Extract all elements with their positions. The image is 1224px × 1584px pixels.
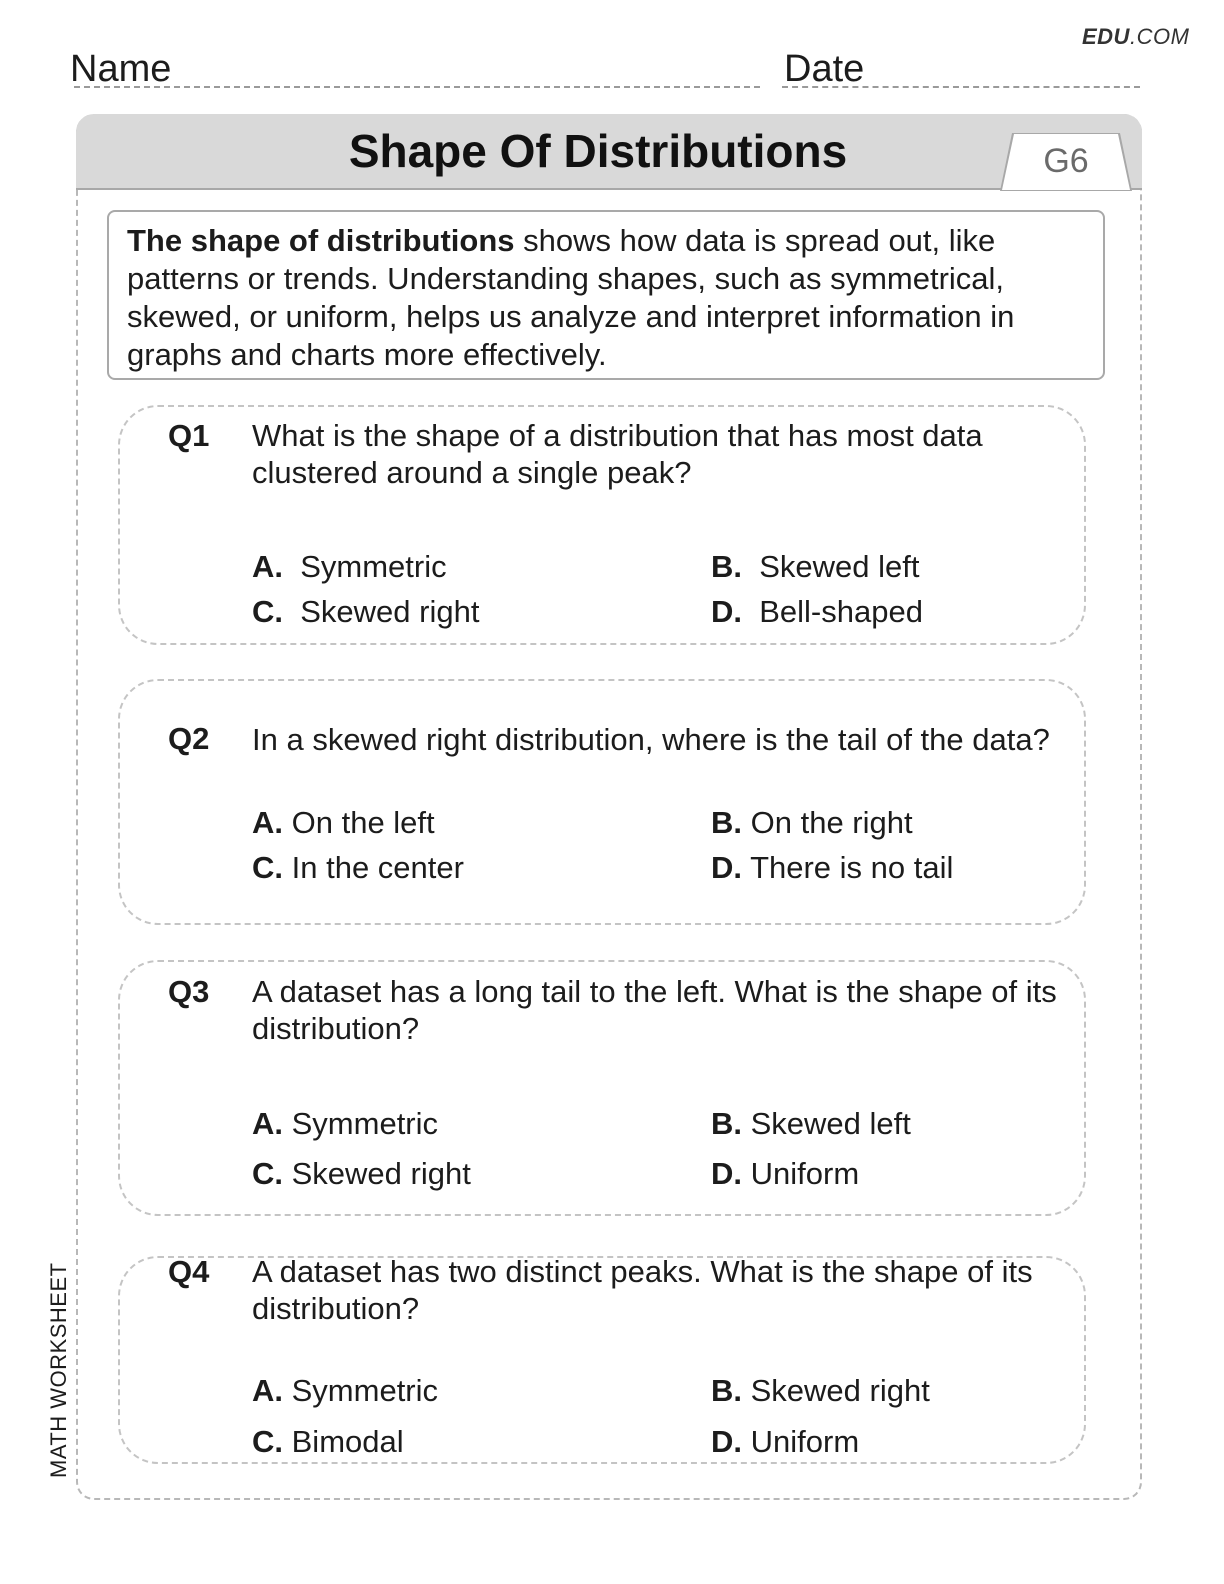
option-letter: C.	[252, 594, 283, 629]
option-d[interactable]	[711, 594, 923, 630]
option-letter: C.	[252, 1156, 283, 1191]
option-text: Uniform	[750, 1424, 860, 1459]
grade-label: G6	[1043, 142, 1089, 180]
question-text: A dataset has two distinct peaks. What is the shape of its distribution?	[252, 1254, 1033, 1326]
name-label: Name	[70, 48, 172, 90]
name-date-row	[70, 44, 1140, 90]
option-text: In the center	[291, 850, 464, 885]
option-text: Skewed right	[300, 594, 480, 629]
option-letter: D.	[711, 1424, 742, 1459]
question-number: Q4	[168, 1254, 210, 1289]
option-letter: B.	[711, 1373, 742, 1408]
option-a[interactable]	[252, 1106, 438, 1142]
option-b[interactable]	[711, 805, 913, 841]
option-text: Uniform	[750, 1156, 860, 1191]
option-letter: B.	[711, 805, 742, 840]
name-field[interactable]	[74, 86, 760, 88]
option-letter: D.	[711, 594, 742, 629]
date-label: Date	[784, 48, 865, 90]
option-b[interactable]	[711, 1106, 911, 1142]
question-text: A dataset has a long tail to the left. What is the shape of its distribution?	[252, 974, 1057, 1046]
option-letter: B.	[711, 549, 742, 584]
option-letter: A.	[252, 1106, 283, 1141]
option-text: On the right	[750, 805, 913, 840]
option-c[interactable]	[252, 594, 479, 630]
option-letter: B.	[711, 1106, 742, 1141]
option-text: Bell-shaped	[759, 594, 923, 629]
question-box-2	[118, 679, 1086, 925]
brand-logo-bold: EDU	[1082, 24, 1130, 49]
option-c[interactable]	[252, 1424, 404, 1460]
option-letter: C.	[252, 850, 283, 885]
option-a[interactable]	[252, 805, 435, 841]
question-text: What is the shape of a distribution that has most data clustered around a single peak?	[252, 418, 983, 490]
option-c[interactable]	[252, 1156, 471, 1192]
option-text: Skewed left	[759, 549, 920, 584]
option-text: Symmetric	[291, 1106, 439, 1141]
option-a[interactable]	[252, 549, 447, 585]
option-text: Bimodal	[291, 1424, 404, 1459]
question-number: Q2	[168, 721, 210, 756]
option-letter: C.	[252, 1424, 283, 1459]
option-letter: A.	[252, 805, 283, 840]
option-letter: A.	[252, 1373, 283, 1408]
option-d[interactable]	[711, 850, 953, 886]
option-text: On the left	[291, 805, 435, 840]
option-text: Symmetric	[300, 549, 447, 584]
option-letter: A.	[252, 549, 283, 584]
page-title: Shape Of Distributions	[348, 125, 848, 177]
side-label: MATH WORKSHEET	[46, 1262, 71, 1478]
brand-logo-suffix: .COM	[1129, 24, 1190, 49]
option-text: Symmetric	[291, 1373, 439, 1408]
option-b[interactable]	[711, 549, 920, 585]
intro-box	[107, 210, 1105, 380]
option-b[interactable]	[711, 1373, 930, 1409]
option-text: Skewed right	[291, 1156, 471, 1191]
option-c[interactable]	[252, 850, 464, 886]
option-d[interactable]	[711, 1424, 859, 1460]
question-number: Q3	[168, 974, 210, 1009]
question-number: Q1	[168, 418, 210, 453]
option-d[interactable]	[711, 1156, 859, 1192]
intro-text: shows how data is spread out, like patterns or trends. Understanding shapes, such as symmetrical, skewed, or uniform, helps us analyze and interpret information in graphs and charts more effectively.	[127, 223, 1015, 372]
option-text: Skewed right	[750, 1373, 930, 1408]
intro-term: The shape of distributions	[127, 223, 515, 258]
option-letter: D.	[711, 1156, 742, 1191]
question-text: In a skewed right distribution, where is the tail of the data?	[252, 722, 1050, 757]
option-a[interactable]	[252, 1373, 438, 1409]
date-field[interactable]	[782, 86, 1140, 88]
option-letter: D.	[711, 850, 742, 885]
option-text: There is no tail	[750, 850, 954, 885]
option-text: Skewed left	[750, 1106, 911, 1141]
